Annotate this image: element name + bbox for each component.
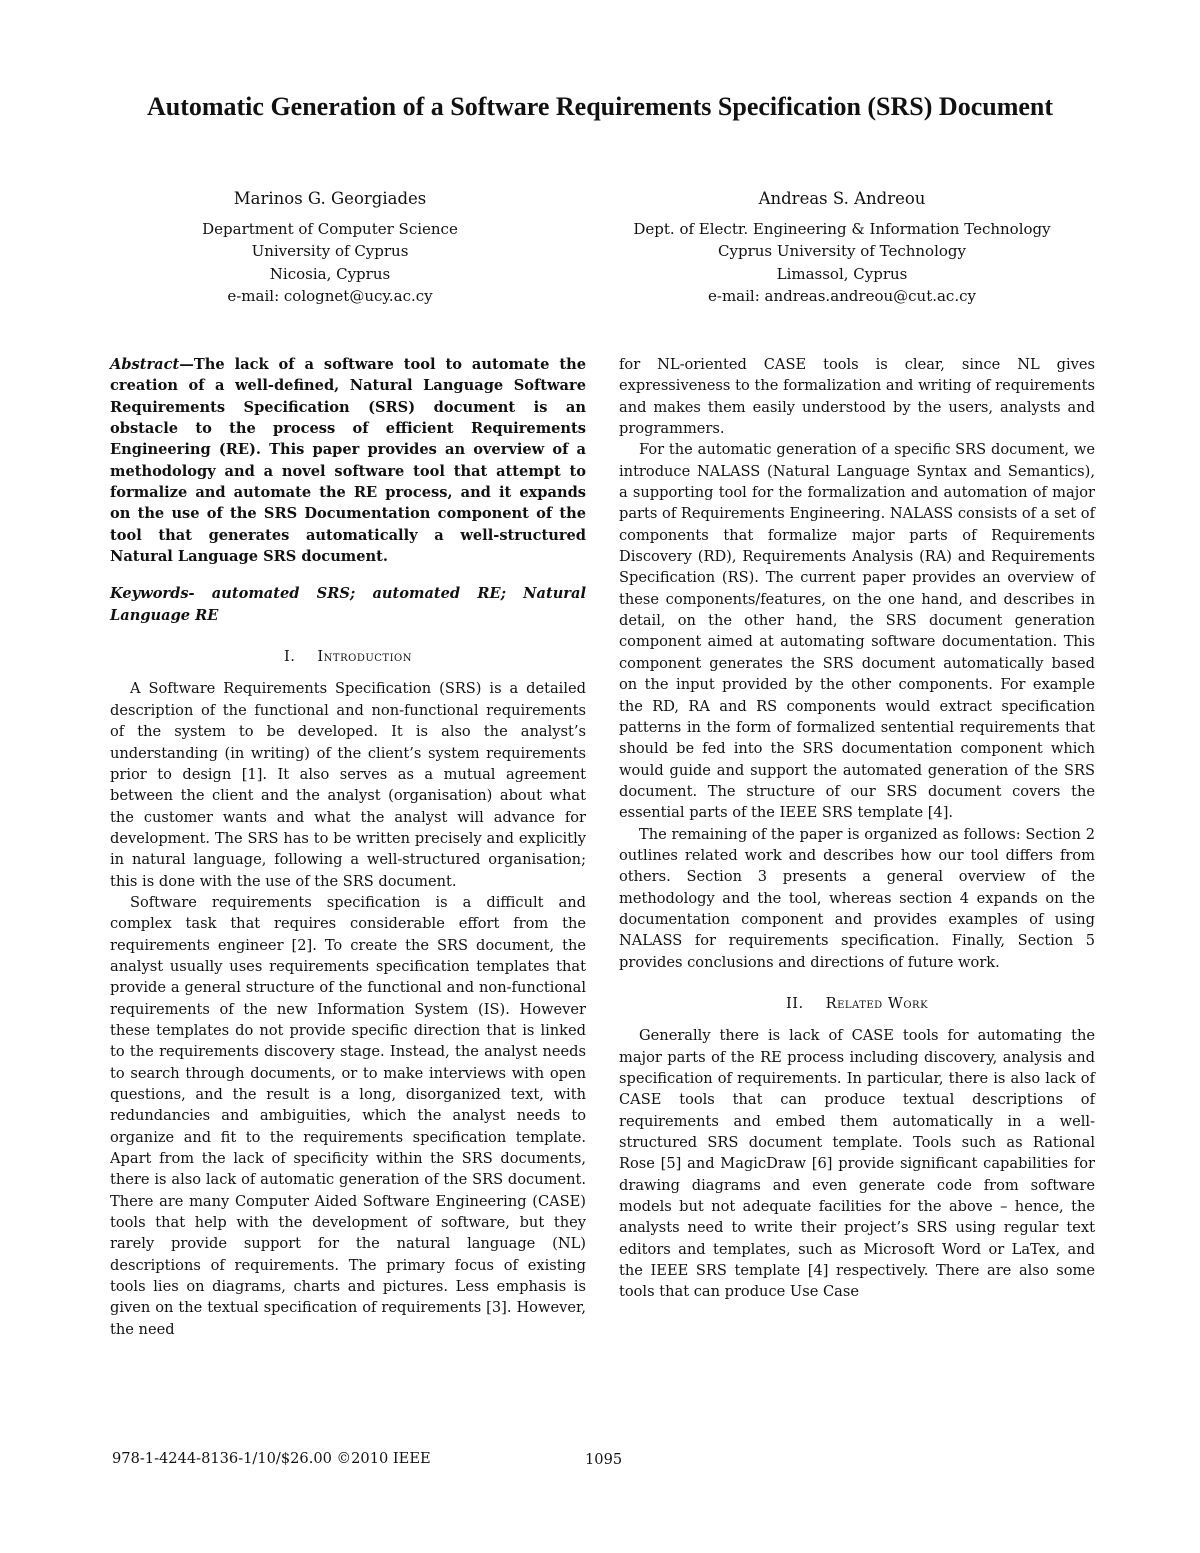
body-paragraph: Software requirements specification is a difficult and complex task that requires considerable effort from the requirements engineer [2]. To create the SRS document, the analyst usually uses requirements specification templates that provide a general structure of the functional and non-functional requirements of the new Information System (IS). However these templates do not provide specific direction that is linked to the requirements discovery stage. Instead, the analyst needs to search through documents, or to make interviews with open questions, and the result is a long, disorganized text, with redundancies and ambiguities, which the analyst needs to organize and fit to the requirements specification template. Apart from the lack of specificity within the SRS documents, there is also lack of automatic generation of the SRS document. There are many Computer Aided Software Engineering (CASE) tools that help with the development of software, but they rarely provide support for the natural language (NL) descriptions of requirements. The primary focus of existing tools lies on diagrams, charts and pictures. Less emphasis is given on the textual specification of requirements [3]. However, the need <box>110 893 586 1338</box>
author-block-1 <box>70 188 590 308</box>
abstract <box>110 354 586 567</box>
keywords-label: Keywords- <box>110 585 195 603</box>
author-email: e-mail: colognet@ucy.ac.cy <box>227 287 433 305</box>
author-affiliation-university: Cyprus University of Technology <box>718 242 966 260</box>
page-number: 1095 <box>585 1451 623 1468</box>
section-title: Related Work <box>825 994 929 1012</box>
author-affiliation-university: University of Cyprus <box>251 242 409 260</box>
keywords-text: automated SRS; automated RE; Natural Language RE <box>110 585 586 624</box>
body-paragraph: The remaining of the paper is organized as follows: Section 2 outlines related work and describes how our tool differs from others. Section 3 presents a general overview of the methodology and the tool, whereas section 4 expands on the documentation component and provides examples of using NALASS for requirements specification. Finally, Section 5 provides conclusions and directions of future work. <box>619 825 1095 971</box>
abstract-label: Abstract— <box>110 356 194 373</box>
footer-isbn: 978-1-4244-8136-1/10/$26.00 ©2010 IEEE <box>112 1450 431 1467</box>
section-heading-related-work <box>619 993 1095 1014</box>
keywords <box>110 583 586 626</box>
body-paragraph: A Software Requirements Specification (SRS) is a detailed description of the functional and non-functional requirements of the system to be developed. It is also the analyst’s understanding (in writing) of the client’s system requirements prior to design [1]. It also serves as a mutual agreement between the client and the analyst (organisation) about what the customer wants and what the analyst will advance for development. The SRS has to be written precisely and explicitly in natural language, following a well-structured organisation; this is done with the use of the SRS document. <box>110 680 586 890</box>
body-paragraph: For the automatic generation of a specific SRS document, we introduce NALASS (Natural Language Syntax and Semantics), a supporting tool for the formalization and automation of major parts of Requirements Engineering. NALASS consists of a set of components that formalize major parts of Requirements Discovery (RD), Requirements Analysis (RA) and Requirements Specification (RS). The current paper provides an overview of these components/features, on the one hand, and describes in detail, on the other hand, the SRS document generation component aimed at automating software documentation. This component generates the SRS document automatically based on the input provided by the other components. For example the RD, RA and RS components would extract specification patterns in the form of formalized sentential requirements that should be fed into the SRS documentation component which would guide and support the automated generation of the SRS document. The structure of our SRS document covers the essential parts of the IEEE SRS template [4]. <box>619 441 1095 822</box>
author-affiliation-department: Department of Computer Science <box>202 219 458 238</box>
author-affiliation-location: Limassol, Cyprus <box>776 264 908 283</box>
paper-title: Automatic Generation of a Software Requirements Specification (SRS) Document <box>146 92 1054 121</box>
author-name: Marinos G. Georgiades <box>233 189 427 208</box>
author-email: e-mail: andreas.andreou@cut.ac.cy <box>708 287 976 305</box>
section-title: Introduction <box>317 648 412 666</box>
author-block-2 <box>582 188 1102 308</box>
abstract-text: The lack of a software tool to automate the creation of a well-defined, Natural Language Software Requirements Specification (SRS) document is an obstacle to the process of efficient Requirements Engineering (RE). This paper provides an overview of a methodology and a novel software tool that attempt to formalize and automate the RE process, and it expands on the use of the SRS Documentation component of the tool that generates automatically a well-structured Natural Language SRS document. <box>110 356 586 566</box>
section-number: I. <box>284 648 296 666</box>
author-name: Andreas S. Andreou <box>758 189 926 208</box>
right-column <box>619 354 1095 1303</box>
section-number: II. <box>785 994 804 1012</box>
body-paragraph: Generally there is lack of CASE tools for automating the major parts of the RE process including discovery, analysis and specification of requirements. In particular, there is also lack of CASE tools that can produce textual descriptions of requirements and embed them automatically in a well-structured SRS document template. Tools such as Rational Rose [5] and MagicDraw [6] provide significant capabilities for drawing diagrams and even generate code from software models but not adequate facilities for the above – hence, the analysts need to write their project’s SRS using regular text editors and templates, such as Microsoft Word or LaTex, and the IEEE SRS template [4] respectively. There are also some tools that can produce Use Case <box>619 1027 1095 1301</box>
section-heading-introduction <box>110 646 586 667</box>
body-paragraph-continued: for NL-oriented CASE tools is clear, since NL gives expressiveness to the formalization and writing of requirements and makes them easily understood by the users, analysts and programmers. <box>619 356 1095 438</box>
author-affiliation-department: Dept. of Electr. Engineering & Information Technology <box>633 219 1051 238</box>
author-affiliation-location: Nicosia, Cyprus <box>269 264 391 283</box>
left-column <box>110 354 586 1340</box>
